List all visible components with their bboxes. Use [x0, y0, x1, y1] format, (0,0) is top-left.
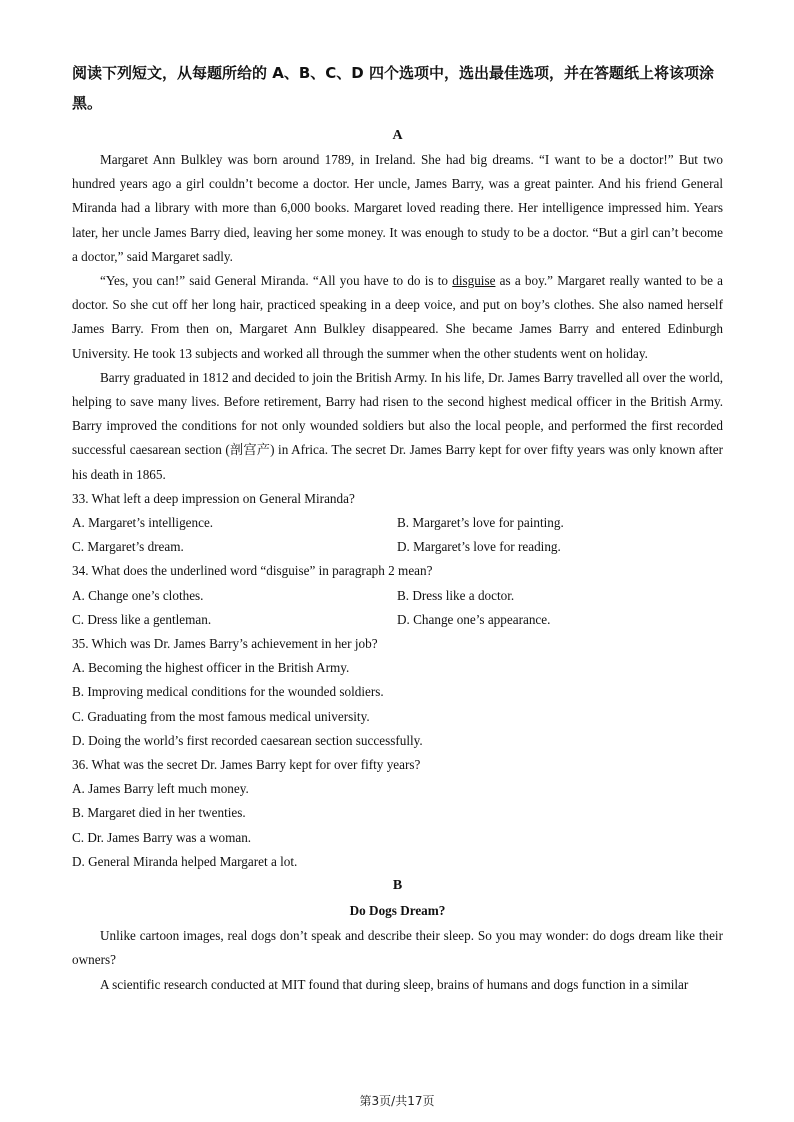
section-a-paragraph-2 — [72, 269, 723, 366]
question-36-option-b: B. Margaret died in her twenties. — [72, 805, 246, 821]
question-35-option-c: C. Graduating from the most famous medical university. — [72, 708, 370, 724]
section-b-paragraph-1: Unlike cartoon images, real dogs don’t speak and describe their sleep. So you may wonder: do dogs dream like their owners? — [72, 928, 723, 968]
section-a-paragraph-3: Barry graduated in 1812 and decided to join the British Army. In his life, Dr. James Barry travelled all over the world, helping to save many lives. Before retirement, Barry had risen to the second highest medical officer in the British Army. Barry improved the conditions for not only wounded soldiers but also the local people, and performed the first recorded successful caesarean section (剖宫产) in Africa. The secret Dr. James Barry kept for over fifty years was only known after his death in 1865. — [72, 369, 723, 482]
paragraph-2-text-before: “Yes, you can!” said General Miranda. “All you have to do is to — [100, 273, 453, 289]
document-page — [72, 58, 723, 997]
question-36-option-d: D. General Miranda helped Margaret a lot. — [72, 853, 298, 869]
section-b-paragraph-2: A scientific research conducted at MIT found that during sleep, brains of humans and dogs function in a similar — [100, 976, 689, 992]
question-34-options-row-1 — [72, 584, 723, 608]
question-33-stem: 33. What left a deep impression on General Miranda? — [72, 490, 355, 506]
question-33-option-d: D. Margaret’s love for reading. — [397, 539, 561, 555]
paragraph-2-text-after: as a boy.” Margaret really wanted to be a doctor. So she cut off her long hair, practiced speaking in a deep voice, and put on boy’s clothes. She also named herself James Barry. From then on, Margaret Ann Bulkley disappeared. She became James Barry and entered Edinburgh University. He took 13 subjects and worked all through the summer when the other students went on holiday. — [72, 273, 723, 361]
question-35-stem: 35. Which was Dr. James Barry’s achievement in her job? — [72, 636, 378, 652]
instructions: 阅读下列短文，从每题所给的 A、B、C、D 四个选项中，选出最佳选项，并在答题纸上将该项涂黑。 — [72, 64, 714, 112]
question-34-stem: 34. What does the underlined word “disguise” in paragraph 2 mean? — [72, 563, 433, 579]
question-36-stem: 36. What was the secret Dr. James Barry kept for over fifty years? — [72, 757, 421, 773]
question-34-options-row-2 — [72, 608, 723, 632]
question-34-option-d: D. Change one’s appearance. — [397, 611, 551, 627]
question-36-option-c: C. Dr. James Barry was a woman. — [72, 829, 252, 845]
question-34-option-a: A. Change one’s clothes. — [72, 587, 204, 603]
section-b-title: Do Dogs Dream? — [349, 903, 446, 919]
question-36-option-a: A. James Barry left much money. — [72, 781, 249, 797]
question-33-option-b: B. Margaret’s love for painting. — [397, 515, 564, 531]
question-34-option-b: B. Dress like a doctor. — [397, 587, 515, 603]
underlined-word-disguise: disguise — [452, 273, 496, 289]
question-35-option-a: A. Becoming the highest officer in the British Army. — [72, 660, 350, 676]
section-a-heading: A — [392, 128, 403, 143]
question-35-option-d: D. Doing the world’s first recorded caesarean section successfully. — [72, 732, 423, 748]
question-35-option-b: B. Improving medical conditions for the wounded soldiers. — [72, 684, 384, 700]
question-33-options-row-1 — [72, 511, 723, 535]
section-b-heading: B — [392, 878, 403, 894]
page-footer: 第3页/共17页 — [359, 1094, 435, 1108]
question-34-option-c: C. Dress like a gentleman. — [72, 611, 212, 627]
question-33-option-c: C. Margaret’s dream. — [72, 539, 184, 555]
question-33-option-a: A. Margaret’s intelligence. — [72, 515, 214, 531]
question-33-options-row-2 — [72, 535, 723, 559]
section-a-paragraph-1: Margaret Ann Bulkley was born around 1789, in Ireland. She had big dreams. “I want to be a doctor!” But two hundred years ago a girl couldn’t become a doctor. Her uncle, James Barry, was a great painter. And his friend General Miranda had a library with more than 6,000 books. Margaret loved reading there. Her intelligence impressed him. Years later, her uncle James Barry died, leaving her some money. It was enough to study to be a doctor. “But a girl can’t become a doctor,” said Margaret sadly. — [72, 152, 723, 264]
